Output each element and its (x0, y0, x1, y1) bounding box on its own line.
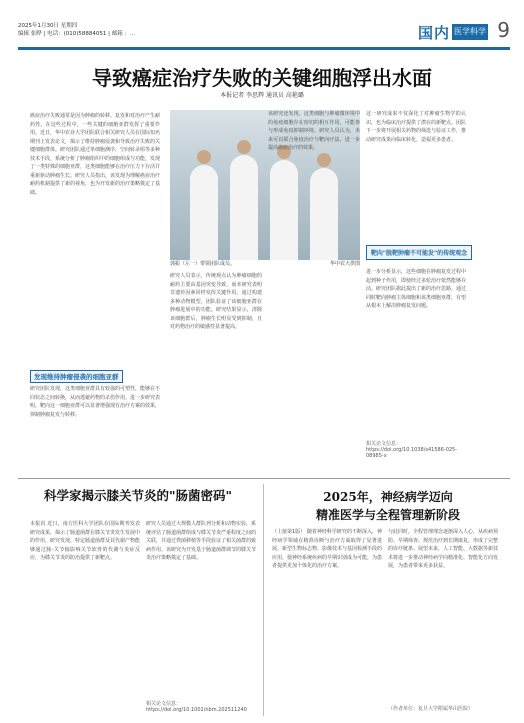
header-rule (18, 47, 510, 50)
article3-byline: （上接第1版） (272, 529, 306, 535)
masthead (18, 18, 510, 46)
brand-logo: 医学科学 (452, 24, 488, 40)
article3-headline-line2: 精准医学与全程管理新阶段 (315, 508, 460, 522)
article1-col1b: 研究团队发现，这类细胞亚群具有较强的可塑性，能够在不同状态之间转换，从而逃避药物的杀伤作用。进一步研究表明，靶向这一细胞亚群可以显著增强现有治疗方案的效果，抑制肿瘤复发与转移。 (30, 386, 160, 418)
photo-figure (230, 155, 258, 260)
photo-figure-head (197, 150, 211, 164)
photo-figure-head (237, 140, 251, 154)
issue-date: 2025年1月30日 星期四 (18, 23, 78, 29)
masthead-meta (18, 22, 218, 38)
article3-credit: （作者单位：复旦大学附属华山医院） (388, 706, 474, 712)
article2-headline: 科学家揭示膝关节炎的"肠菌密码" (43, 488, 233, 503)
section-title: 国内 (417, 24, 450, 42)
article2-col2: 研究人员通过大规模人群队列分析和动物实验，系统评估了肠道菌群组成与膝关节炎严重程度之间的关联，并通过粪菌移植等手段验证了相关菌群的致病作用。该研究为开发基于肠道菌群调节的膝关节炎治疗策略奠定了基础。 (146, 521, 256, 561)
article1-col4: 进一步分析显示，这些细胞在肿瘤复发过程中起到种子作用，即使经过多轮治疗依然能够存活。研究团队据此提出了新的治疗思路，通过同时靶向肿瘤主体细胞和该类细胞亚群，有望从根本上解决肿瘤复发问题。 (366, 269, 466, 309)
article1-subhead1: 发现维持肿瘤侵袭的细胞亚群 (30, 370, 123, 383)
editor-contact: 编辑 张晔 | 电话：(010)58884051 | 邮箱 ：... (18, 31, 136, 37)
article1-subhead2: 靶向"脱靶肿瘤不可能发"的传统观念 (366, 245, 472, 260)
article1-col2: 研究人员表示，传统观点认为肿瘤细胞的耐药主要由基因突变导致，而本研究表明非遗传因素同样发挥关键作用。通过构建多种动物模型，团队验证了该细胞亚群在肿瘤进展中的功能。研究结果显示，清除该细胞群后，肿瘤生长明显受到抑制，且对药物治疗的敏感性显著提高。 (170, 273, 262, 330)
photo-caption-right: 华中农大供图 (329, 261, 360, 267)
section-divider (18, 478, 510, 479)
photo-figure (190, 165, 218, 260)
photo-caption-left: 郭振（左一）带领团队成员。 (170, 261, 236, 267)
article1-byline: 本报记者 李思辉 通讯员 高艳璐 (220, 92, 304, 99)
article1-col5: 这一研究成果不仅深化了对肿瘤生物学的认识，也为临床治疗提供了潜在的新靶点。团队下一步将开展相关药物的筛选与验证工作，推动研究成果向临床转化，造福更多患者。 (366, 111, 466, 143)
article3-headline-line1: 2025年，神经病学迈向 (323, 490, 453, 504)
article2-col1: 本报讯 近日，南方医科大学团队在国际期刊发表研究成果，揭示了肠道菌群在膝关节炎发生发展中的作用。研究发现，特定肠道菌群及其代谢产物能够通过肠-关节轴影响关节软骨的代谢与炎症反应，为膝关节炎的防治提供了新靶点。 (30, 521, 140, 561)
article3-col2: 与此同时，全程管理理念逐渐深入人心，从疾病预防、早期筛查、规范治疗到长期康复，形成了完整的诊疗链条。展望未来，人工智能、大数据等新技术将进一步推动神经病学向精准化、智能化方向发展，为患者带来更多获益。 (388, 529, 498, 569)
article1-headline: 导致癌症治疗失败的关键细胞浮出水面 (92, 66, 432, 90)
photo-caption (170, 260, 360, 267)
page-number: 9 (497, 18, 510, 42)
article1-col3: 该研究还发现，这类细胞与肿瘤微环境中的免疫细胞存在密切的相互作用，可能参与形成免疫抑制环境。研究人员认为，未来可以联合免疫治疗与靶向疗法，进一步提高癌症治疗的效果。 (268, 111, 360, 151)
column-divider (263, 484, 264, 716)
article1-source: 相关论文信息：https://doi.org/10.1038/s41586-025-08985-x (366, 441, 458, 459)
article2-source: 相关论文信息：https://doi.org/10.1002/nbm.202511240 (146, 701, 247, 713)
article1-col1: 癌症治疗失败通常是因为肿瘤的转移、复发和对治疗产生耐药性。在这些过程中，一些关键的细胞亚群发挥了重要作用。近日，华中农业大学团队联合相关研究人员在国际知名期刊上发表论文，揭示了维持肿瘤侵袭和导致治疗失败的关键细胞群体。研究团队通过单细胞测序、空间转录组等多种技术手段，系统分析了肿瘤组织中的细胞组成与功能，发现了一类特殊的细胞亚群，这类细胞能够在治疗压力下存活并重新驱动肿瘤生长。研究人员指出，该发现为理解癌症治疗耐药机制提供了新的视角，也为开发新的治疗策略奠定了基础。 (30, 113, 160, 196)
article3-col1: （上接第1版） 随着神经科学研究的不断深入，神经病学领域在精准诊断与治疗方面取得了显著进展。新型生物标志物、影像技术与基因检测手段的应用，使神经系统疾病的早期识别成为可能，为患者提供更加个体化的治疗方案。 (272, 529, 382, 569)
